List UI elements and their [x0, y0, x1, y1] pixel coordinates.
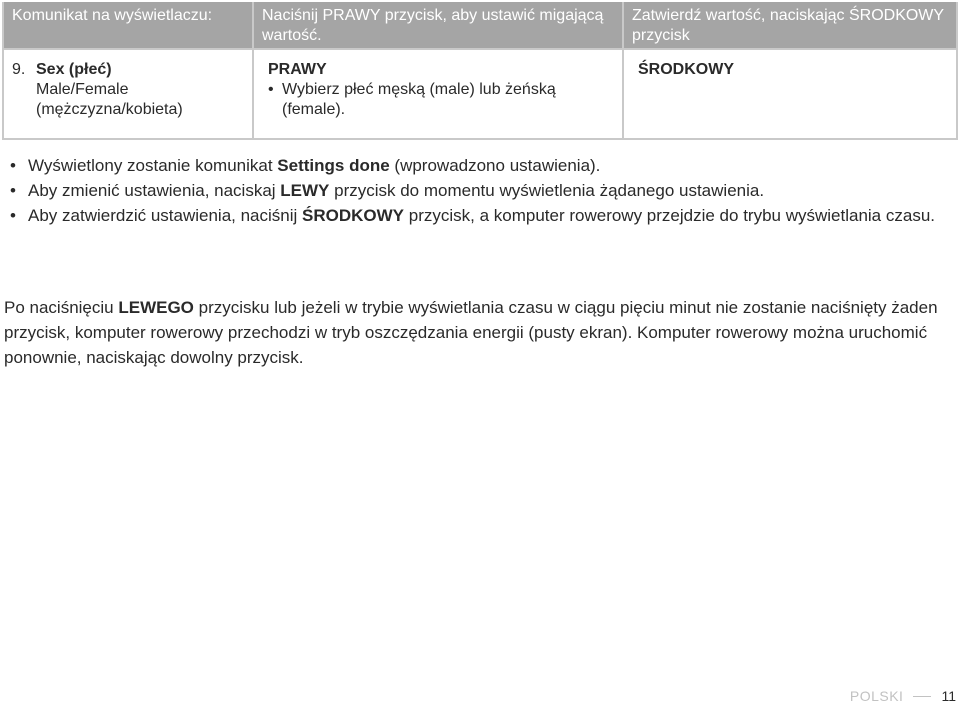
header-display-message-text: Komunikat na wyświetlaczu:: [12, 7, 213, 24]
item-title: Sex (płeć): [36, 61, 112, 78]
item-options-translation: (mężczyzna/kobieta): [36, 101, 183, 118]
item-options: Male/Female: [36, 81, 129, 98]
cell-confirm-action: [624, 50, 956, 138]
list-item: • Aby zmienić ustawienia, naciskaj LEWY przycisk do momentu wyświetlenia żądanego ustawienia.: [10, 179, 940, 202]
instruction-list: [10, 154, 940, 229]
power-save-paragraph: Po naciśnięciu LEWEGO przycisku lub jeżeli w trybie wyświetlania czasu w ciągu pięciu minut nie zostanie naciśnięty żaden przycisk, komputer rowerowy przechodzi w tryb oszczędzania energii (pusty ekran). Komputer rowerowy można uruchomić ponownie, naciskając dowolny przycisk.: [4, 298, 938, 367]
header-cell-right-button: [254, 2, 622, 48]
header-cell-display-message: [4, 2, 252, 48]
header-cell-confirm: [624, 2, 956, 48]
page-number: 11: [941, 688, 956, 704]
item-number: 9.: [12, 61, 26, 78]
middle-button-label: ŚRODKOWY: [638, 61, 734, 78]
settings-table: [2, 2, 958, 140]
header-right-button-text: Naciśnij PRAWY przycisk, aby ustawić migającą wartość.: [262, 7, 604, 44]
page-footer: [850, 688, 956, 704]
footer-language: POLSKI: [849, 688, 904, 704]
cell-right-button-action: [254, 50, 622, 138]
header-confirm-text: Zatwierdź wartość, naciskając ŚRODKOWY przycisk: [632, 7, 944, 44]
list-item: • Wyświetlony zostanie komunikat Settings done (wprowadzono ustawienia).: [10, 154, 940, 177]
list-item: • Aby zatwierdzić ustawienia, naciśnij ŚRODKOWY przycisk, a komputer rowerowy przejdzie do trybu wyświetlania czasu.: [10, 204, 940, 227]
right-button-label: PRAWY: [268, 61, 327, 78]
footer-divider: [913, 696, 931, 697]
right-button-instruction: • Wybierz płeć męską (male) lub żeńską (female).: [268, 80, 582, 120]
cell-display-item: [4, 50, 252, 138]
